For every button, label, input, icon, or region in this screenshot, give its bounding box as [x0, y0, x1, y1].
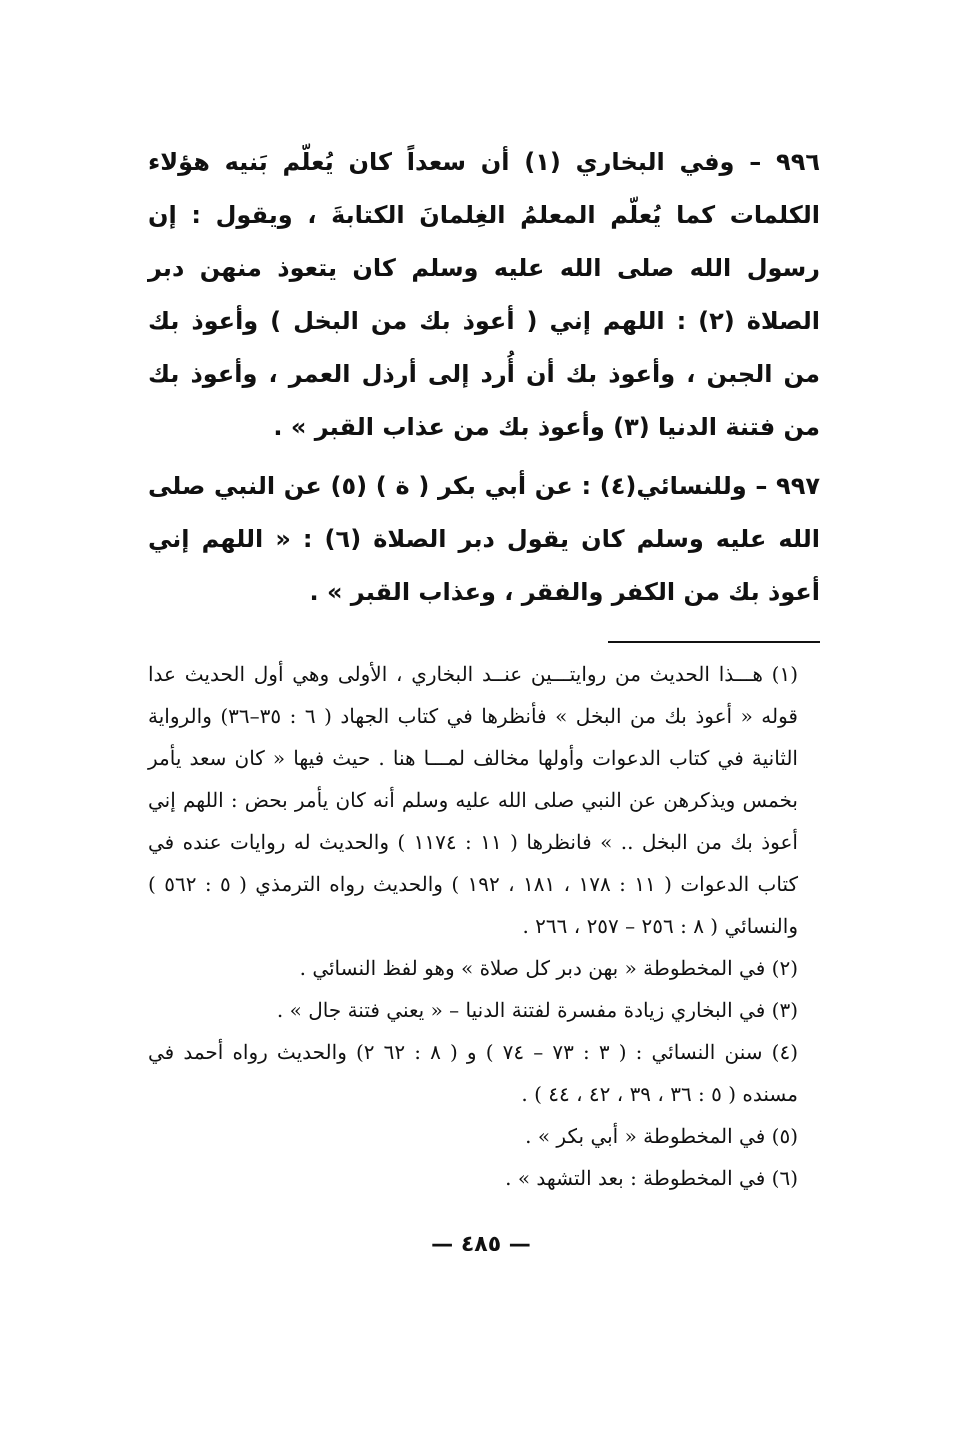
hadith-996: ٩٩٦ – وفي البخاري (١) أن سعداً كان يُعلّم بَنيه هؤلاء الكلمات كما يُعلّم المعلمُ الغِلمانَ الكتابةَ ، ويقول : إن رسول الله صلى الله عليه وسلم كان يتعوذ منهن دبر الصلاة (٢) : اللهم إني ( أعوذ بك من البخل ) وأعوذ بك من الجبن ، وأعوذ بك أن أُرد إلى أرذل العمر ، وأعوذ بك من فتنة الدنيا (٣) وأعوذ بك من عذاب القبر » .: [148, 148, 820, 441]
page-number: — ٤٨٥ —: [431, 1232, 531, 1257]
footnotes: [148, 653, 820, 1199]
footnote-3: (٣) في البخاري زيادة مفسرة لفتنة الدنيا – « يعني فتنة جال » .: [276, 998, 798, 1022]
footnote-divider: [608, 641, 820, 643]
hadith-997: ٩٩٧ – وللنسائي(٤) : عن أبي بكر ( ة ) (٥) عن النبي صلى الله عليه وسلم كان يقول دبر الصلاة (٦) : « اللهم إني أعوذ بك من الكفر والفقر ، وعذاب القبر » .: [148, 472, 820, 606]
footnote-5: (٥) في المخطوطة « أبي بكر » .: [525, 1124, 798, 1148]
footnote-1: (١) هـــذا الحديث من روايتـــين عنــد البخاري ، الأولى وهي أول الحديث عدا قوله « أعوذ بك من البخل » فأنظرها في كتاب الجهاد ( ٦ : ٣٥–٣٦) والرواية الثانية في كتاب الدعوات وأولها مخالف لمـــا هنا . حيث فيها « كان سعد يأمر بخمس ويذكرهن عن النبي صلى الله عليه وسلم أنه كان يأمر بحض : اللهم إني أعوذ بك من البخل .. » فانظرها ( ١١ : ١١٧٤ ) والحديث له روايات عنده في كتاب الدعوات ( ١١ : ١٧٨ ، ١٨١ ، ١٩٢ ) والحديث رواه الترمذي ( ٥ : ٥٦٢ ) والنسائي ( ٨ : ٢٥٦ – ٢٥٧ ، ٢٦٦ .: [148, 662, 799, 938]
footnote-6: (٦) في المخطوطة : بعد التشهد » .: [505, 1166, 798, 1190]
page-body: [148, 136, 820, 1199]
footnote-2: (٢) في المخطوطة « بهن دبر كل صلاة » وهو لفظ النسائي .: [299, 956, 798, 980]
footnote-4: (٤) سنن النسائي : ( ٣ : ٧٣ – ٧٤ ) و ( ٨ : ٦٢ ٢) والحديث رواه أحمد في مسنده ( ٥ : ٣٦ ، ٣٩ ، ٤٢ ، ٤٤ ) .: [148, 1040, 798, 1106]
